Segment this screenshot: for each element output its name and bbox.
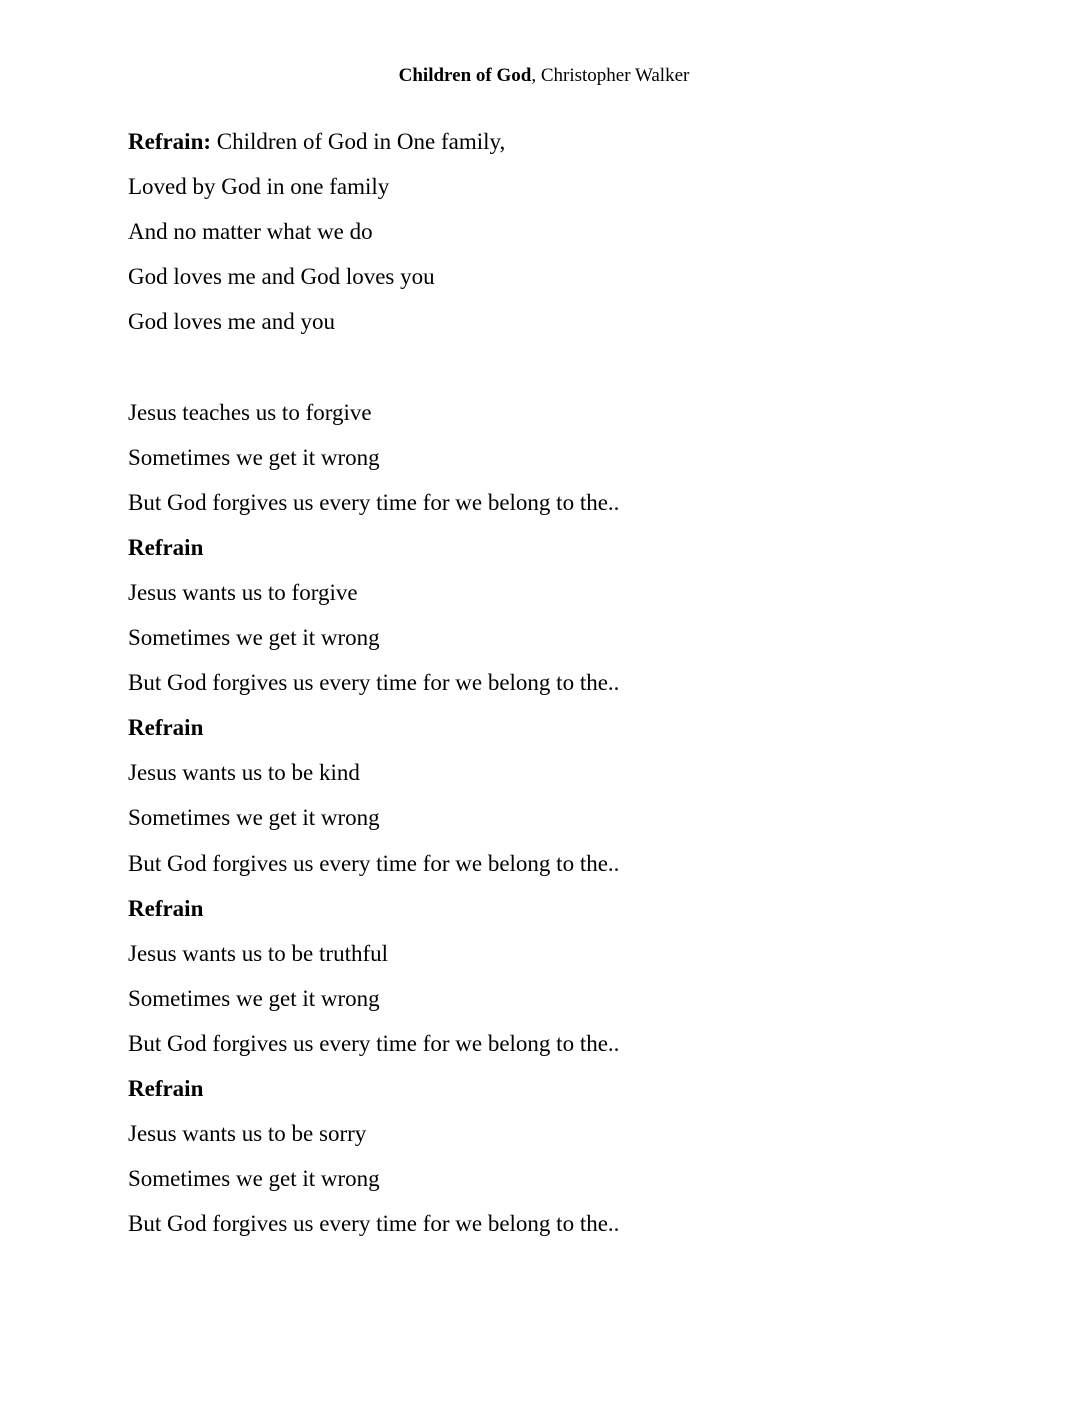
refrain-line: God loves me and God loves you xyxy=(128,264,435,290)
document-title xyxy=(0,62,1088,90)
refrain-first-line xyxy=(128,125,1028,170)
refrain-line-text: Children of God in One family, xyxy=(211,129,506,154)
verse-line: But God forgives us every time for we belong to the.. xyxy=(128,1211,620,1237)
verse-line: Sometimes we get it wrong xyxy=(128,625,380,651)
verse-line: Sometimes we get it wrong xyxy=(128,985,380,1011)
refrain-cue: Refrain xyxy=(128,895,204,921)
verse-line: But God forgives us every time for we belong to the.. xyxy=(128,850,620,876)
refrain-cue: Refrain xyxy=(128,534,204,560)
refrain-line: God loves me and you xyxy=(128,309,335,335)
verse-line: But God forgives us every time for we belong to the.. xyxy=(128,670,620,696)
refrain-label: Refrain: xyxy=(128,129,212,154)
stanza-gap xyxy=(128,350,1028,395)
refrain-cue: Refrain xyxy=(128,1075,204,1101)
refrain-line: And no matter what we do xyxy=(128,219,373,245)
verse-line: Sometimes we get it wrong xyxy=(128,444,380,470)
song-author: Christopher Walker xyxy=(540,65,690,86)
title-separator: , xyxy=(531,65,541,86)
verse-line: Jesus wants us to be truthful xyxy=(128,940,389,966)
verse-line: Sometimes we get it wrong xyxy=(128,805,380,831)
verse-line: Jesus wants us to be sorry xyxy=(128,1121,367,1147)
verse-line: But God forgives us every time for we belong to the.. xyxy=(128,489,620,515)
verse-line: Jesus wants us to be kind xyxy=(128,760,360,786)
verse-line: Jesus teaches us to forgive xyxy=(128,399,372,425)
verse-line: But God forgives us every time for we belong to the.. xyxy=(128,1030,620,1056)
song-title: Children of God xyxy=(398,65,532,86)
refrain-line: Loved by God in one family xyxy=(128,174,390,200)
lyrics-body xyxy=(128,125,1028,1252)
verse-line: Sometimes we get it wrong xyxy=(128,1166,380,1192)
verse-line: Jesus wants us to forgive xyxy=(128,579,358,605)
refrain-cue: Refrain xyxy=(128,715,204,741)
